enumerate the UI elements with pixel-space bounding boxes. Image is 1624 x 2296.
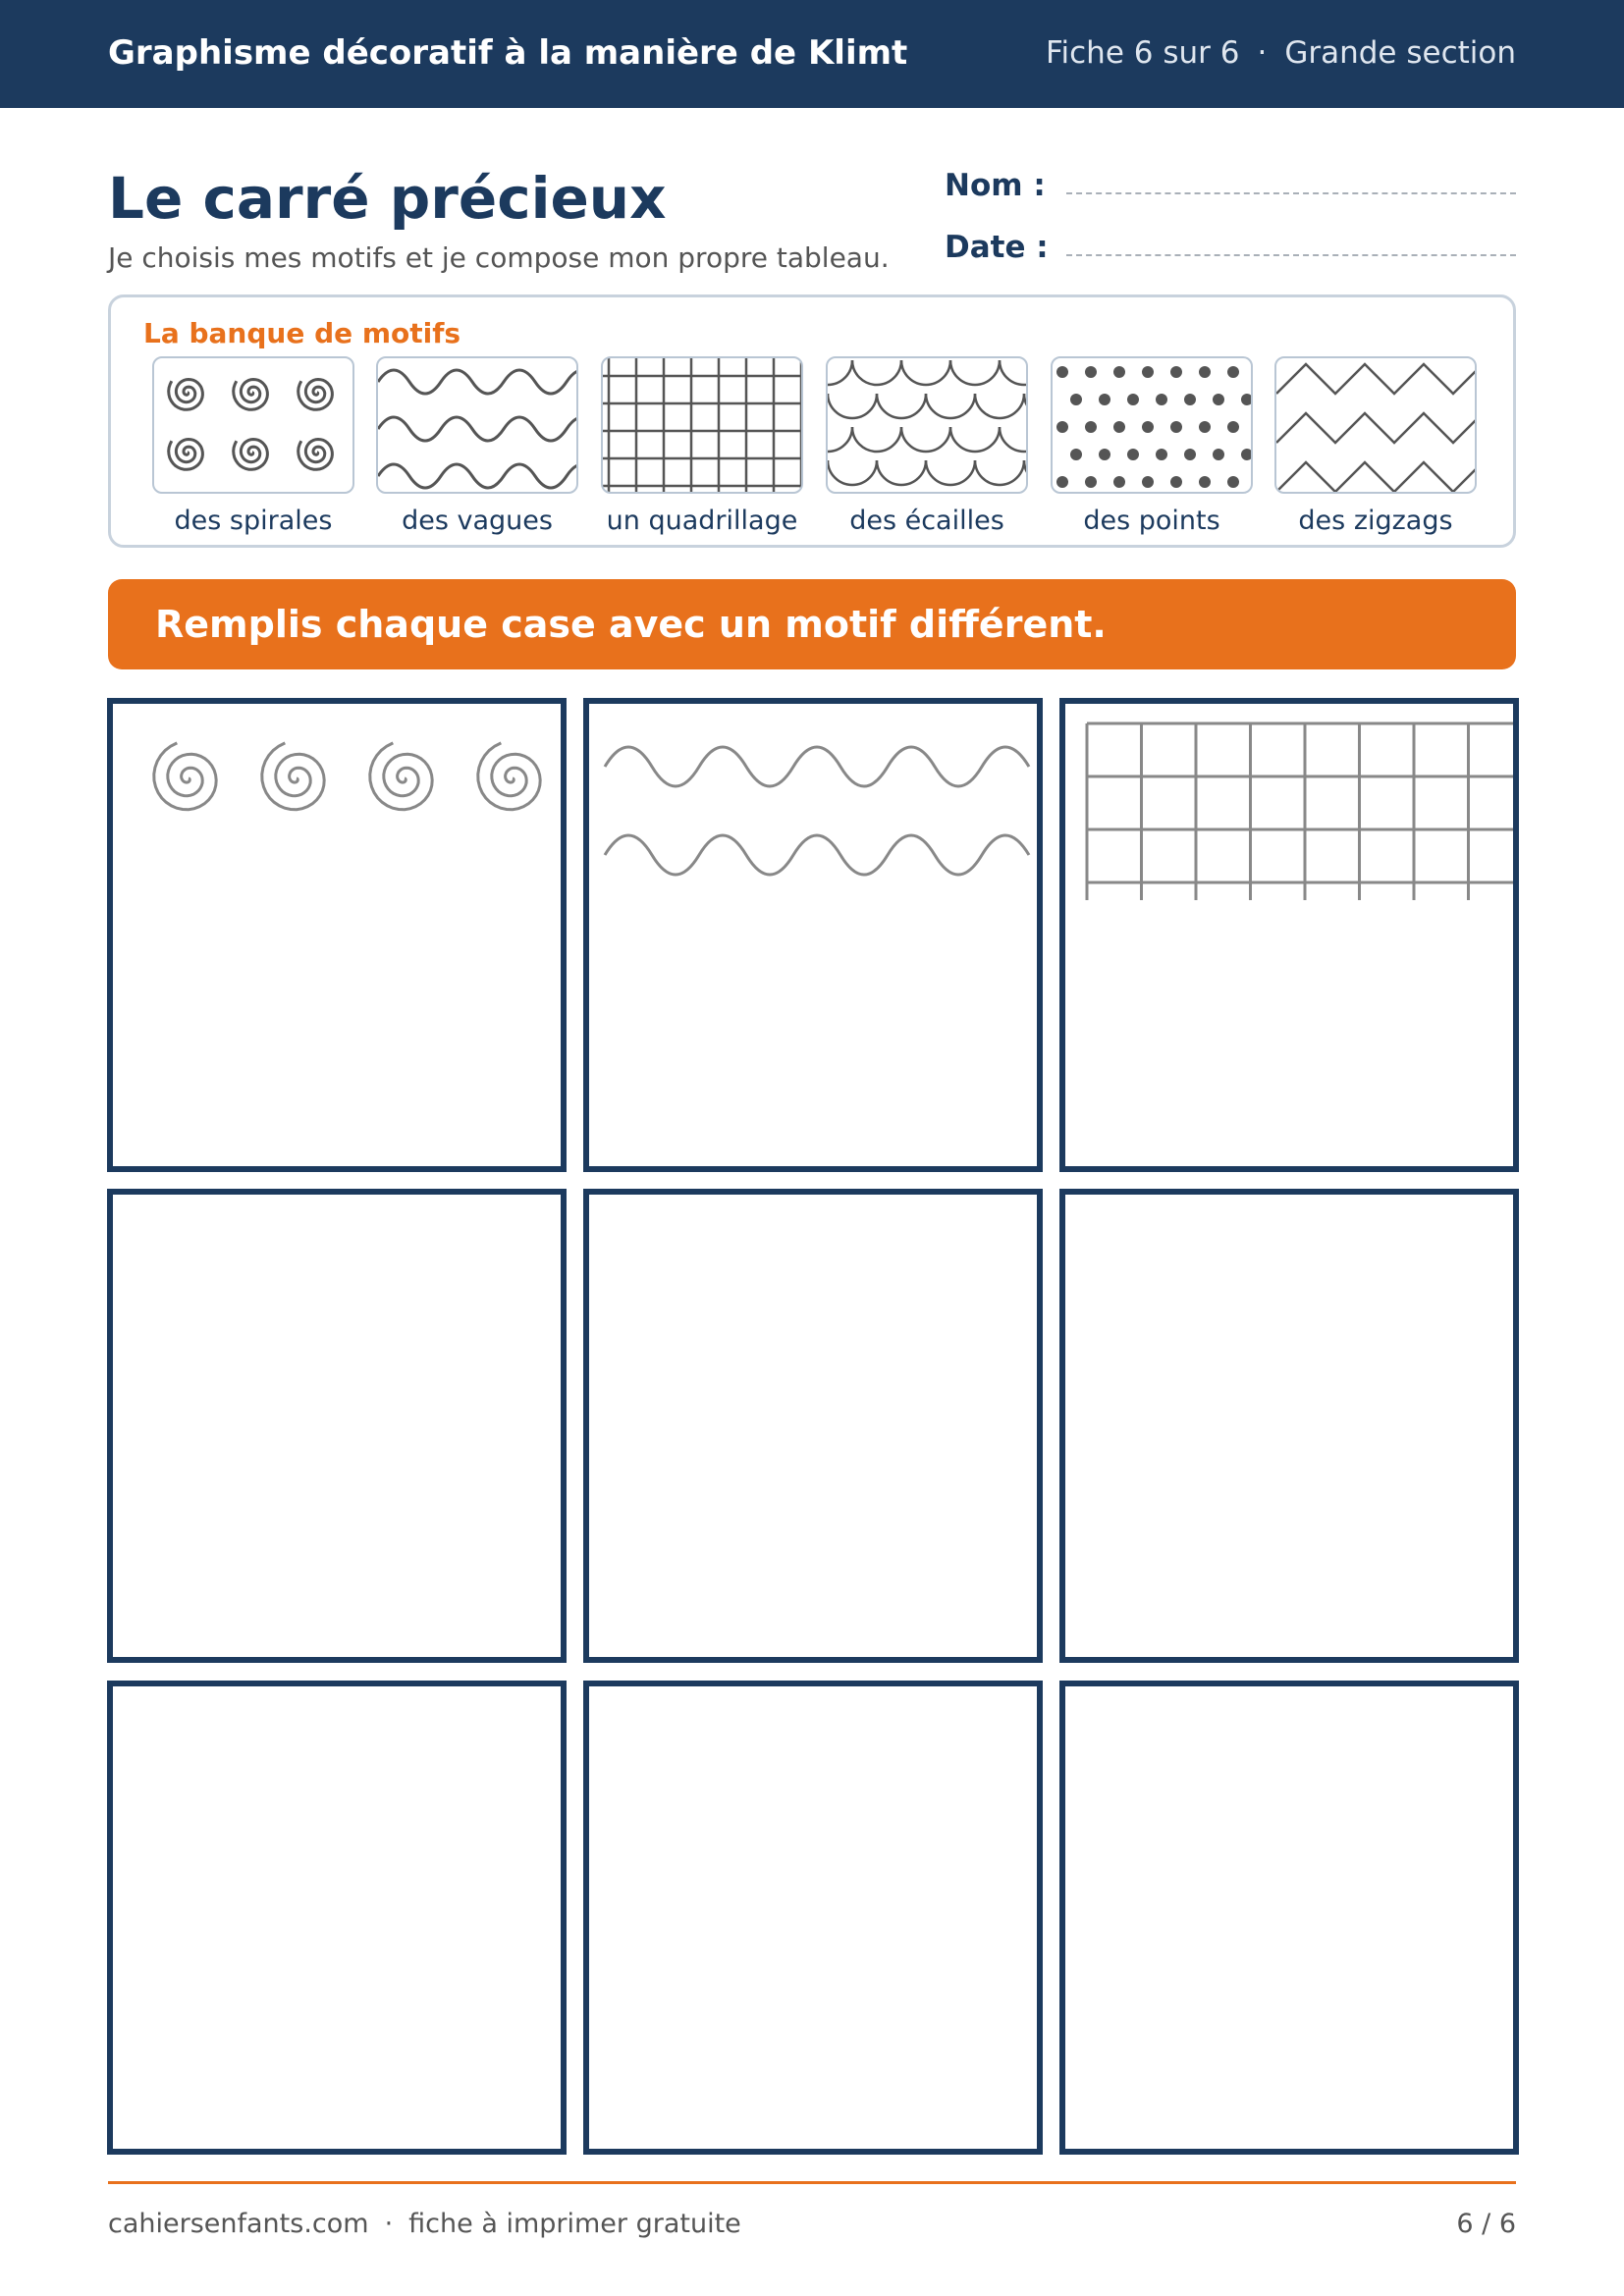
grid-pattern-icon <box>601 356 803 494</box>
pattern-label-scales: des écailles <box>849 506 1004 536</box>
drawing-cell[interactable] <box>107 1681 567 2155</box>
sheet-meta <box>1046 35 1516 71</box>
pattern-label-waves: des vagues <box>402 506 553 536</box>
pattern-label-spirals: des spirales <box>174 506 333 536</box>
grade-level: Grande section <box>1284 35 1516 71</box>
pattern-bank-title: La banque de motifs <box>143 317 461 349</box>
footer-separator: · <box>384 2209 394 2239</box>
scales-pattern-icon <box>826 356 1028 494</box>
dots-pattern-icon <box>1051 356 1253 494</box>
header-bar <box>0 0 1624 108</box>
date-label: Date : <box>945 230 1049 265</box>
drawing-cell[interactable] <box>583 1681 1043 2155</box>
footer-credits <box>108 2209 741 2239</box>
pattern-label-zigzags: des zigzags <box>1298 506 1453 536</box>
series-title: Graphisme décoratif à la manière de Klimt <box>108 33 908 73</box>
drawing-cell[interactable] <box>583 1189 1043 1663</box>
page-number: 6 / 6 <box>1456 2209 1516 2239</box>
spiral-pattern-icon <box>152 356 354 494</box>
drawing-cell[interactable] <box>1059 1681 1519 2155</box>
wave-pattern-icon <box>376 356 578 494</box>
meta-separator: · <box>1257 35 1268 71</box>
drawing-cell-grid[interactable] <box>1059 698 1519 1172</box>
sheet-number: Fiche 6 sur 6 <box>1045 35 1240 71</box>
date-line[interactable] <box>1066 254 1516 256</box>
name-line[interactable] <box>1066 192 1516 194</box>
drawing-cell[interactable] <box>107 1189 567 1663</box>
pattern-bank <box>108 294 1516 548</box>
zigzag-pattern-icon <box>1274 356 1477 494</box>
pattern-label-grid: un quadrillage <box>606 506 798 536</box>
footer-divider <box>108 2181 1516 2184</box>
drawing-cell-spirals[interactable] <box>107 698 567 1172</box>
footer-note: fiche à imprimer gratuite <box>408 2209 741 2239</box>
page-title: Le carré précieux <box>108 165 667 232</box>
footer-site: cahiersenfants.com <box>108 2209 369 2239</box>
instruction-text: Remplis chaque case avec un motif différent. <box>155 603 1107 646</box>
pattern-label-dots: des points <box>1083 506 1220 536</box>
name-label: Nom : <box>945 168 1046 203</box>
instruction-banner <box>108 579 1516 669</box>
page-subtitle: Je choisis mes motifs et je compose mon propre tableau. <box>108 241 890 274</box>
drawing-cell[interactable] <box>1059 1189 1519 1663</box>
drawing-cell-waves[interactable] <box>583 698 1043 1172</box>
